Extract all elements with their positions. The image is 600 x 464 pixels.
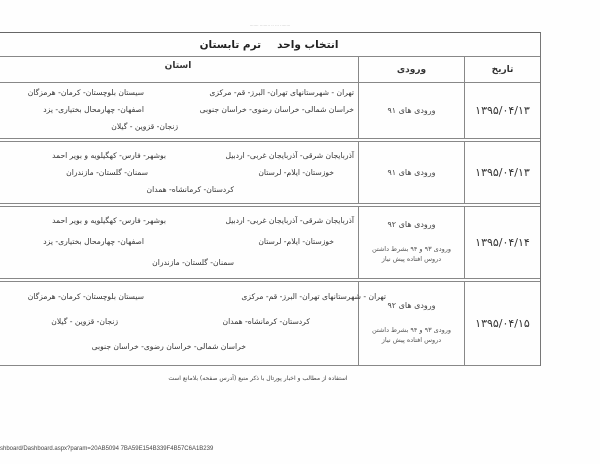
province-group: سیستان بلوچستان- کرمان- هرمزگان	[27, 88, 144, 97]
header-entry: ورودی	[358, 57, 464, 82]
province-group: خوزستان- ایلام- لرستان	[258, 168, 334, 177]
row-entry	[358, 142, 464, 203]
entry-note: ورودی ۹۳ و ۹۴ بشرط داشتن	[371, 244, 452, 253]
province-group: بوشهر- فارس- کهگیلویه و بویر احمد	[52, 216, 166, 225]
table-title	[0, 33, 540, 57]
entry-note: دروس افتاده پیش نیاز	[381, 336, 442, 345]
table-header-row	[0, 57, 540, 83]
province-group: زنجان- قزوین - گیلان	[111, 122, 178, 131]
row-date: ۱۳۹۵/۰۴/۱۵	[464, 282, 540, 365]
table-row	[0, 141, 540, 204]
row-date: ۱۳۹۵/۰۴/۱۳	[464, 83, 540, 138]
province-group: خراسان شمالی- خراسان رضوی- خراسان جنوبی	[91, 342, 246, 351]
province-group: خراسان شمالی- خراسان رضوی- خراسان جنوبی	[199, 105, 354, 114]
province-group: کردستان- کرمانشاه- همدان	[146, 185, 234, 194]
province-group: زنجان- قزوین - گیلان	[51, 317, 118, 326]
row-provinces	[0, 282, 386, 365]
row-entry	[358, 207, 464, 278]
row-provinces	[0, 83, 358, 138]
header-date: تاریخ	[464, 57, 540, 82]
province-group: خوزستان- ایلام- لرستان	[258, 237, 334, 246]
header-province: استان	[164, 61, 192, 71]
page-header-caption: ........ ... .. ........ .......	[249, 22, 291, 27]
page-url: shboard/Dashboard.aspx?param=20AB5094 7BA59E154B339F4B57C6A1B239	[0, 446, 214, 452]
province-group: تهران - شهرستانهای تهران- البرز- قم- مرکزی	[241, 292, 386, 301]
province-group: تهران - شهرستانهای تهران- البرز- قم- مرکزی	[209, 88, 354, 97]
province-group: سمنان- گلستان- مازندران	[66, 168, 148, 177]
province-group: سمنان- گلستان- مازندران	[152, 258, 234, 267]
entry-main: ورودی های ۹۲	[387, 301, 436, 311]
table-row	[0, 206, 540, 279]
schedule-table	[0, 32, 541, 366]
province-group: سیستان بلوچستان- کرمان- هرمزگان	[27, 292, 144, 301]
title-summer-term: ترم تابستان	[199, 38, 262, 51]
province-group: اصفهان- چهارمحال بختیاری- یزد	[43, 237, 144, 246]
title-course-selection: انتخاب واحد	[277, 38, 339, 51]
province-group: بوشهر- فارس- کهگیلویه و بویر احمد	[52, 151, 166, 160]
province-group: اصفهان- چهارمحال بختیاری- یزد	[43, 105, 144, 114]
table-row	[0, 281, 540, 366]
entry-note: دروس افتاده پیش نیاز	[381, 255, 442, 264]
entry-main: ورودی های ۹۱	[387, 167, 436, 177]
row-provinces	[0, 207, 358, 278]
entry-note: ورودی ۹۳ و ۹۴ بشرط داشتن	[371, 325, 452, 334]
entry-main: ورودی های ۹۱	[387, 105, 436, 115]
table-row	[0, 83, 540, 139]
row-date: ۱۳۹۵/۰۴/۱۳	[464, 142, 540, 203]
footer-copyright-note: استفاده از مطالب و اخبار پورتال با ذکر منبع (آدرس صفحه) بلامانع است	[168, 375, 348, 382]
entry-main: ورودی های ۹۲	[387, 220, 436, 230]
province-group: آذربایجان شرقی- آذربایجان غربی- اردبیل	[225, 151, 354, 160]
row-entry	[358, 83, 464, 138]
province-group: آذربایجان شرقی- آذربایجان غربی- اردبیل	[225, 216, 354, 225]
row-provinces	[0, 142, 358, 203]
row-date: ۱۳۹۵/۰۴/۱۴	[464, 207, 540, 278]
province-group: کردستان- کرمانشاه- همدان	[222, 317, 310, 326]
